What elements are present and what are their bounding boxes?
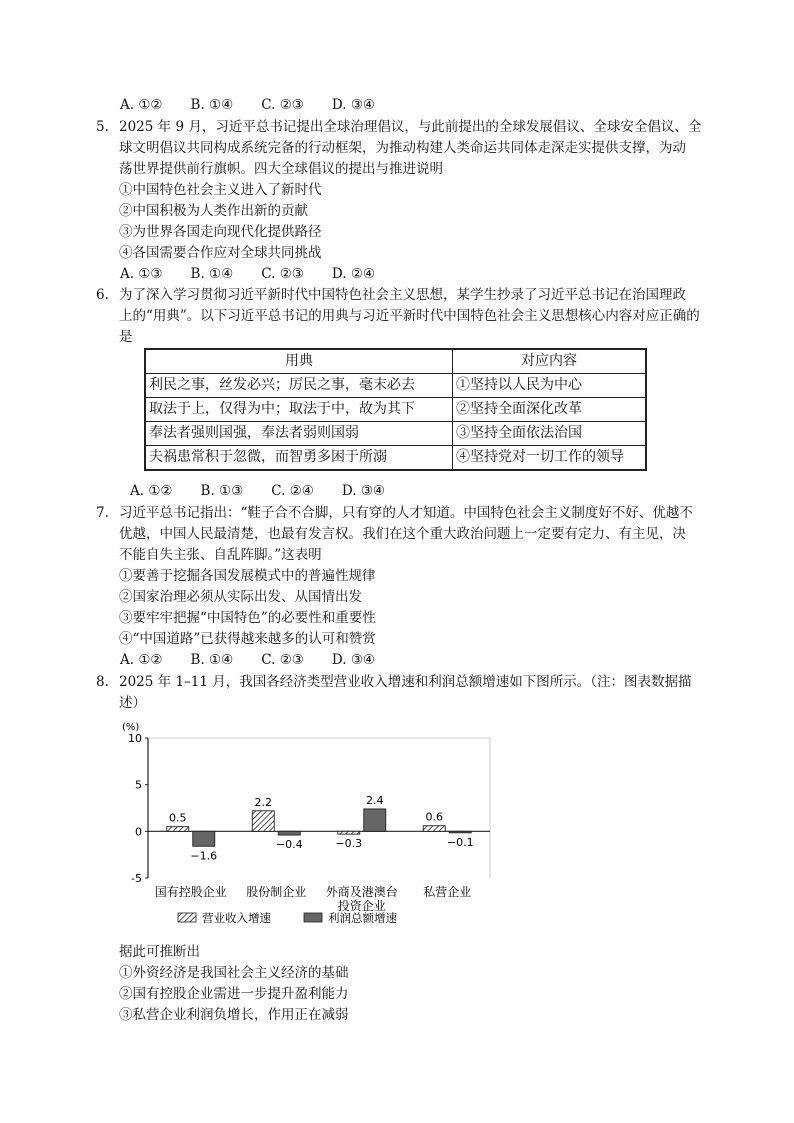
table-cell: ④坚持党对一切工作的领导 bbox=[453, 446, 647, 471]
table-cell: 奉法者强则国强，奉法者弱则国弱 bbox=[145, 422, 453, 446]
y-tick-label: 10 bbox=[128, 732, 142, 745]
growth-bar-chart bbox=[118, 716, 498, 936]
bar-data-label: 2.2 bbox=[254, 795, 272, 809]
bar-data-label: 2.4 bbox=[366, 793, 384, 807]
q5-stem-line: 2025 年 9 月，习近平总书记提出全球治理倡议，与此前提出的全球发展倡议、全球安全倡议、全 bbox=[119, 119, 702, 135]
q5-item: ①中国特色社会主义进入了新时代 bbox=[119, 182, 322, 198]
q5-option-c[interactable]: C. ②③ bbox=[261, 266, 304, 282]
revenue-growth-bar bbox=[423, 826, 445, 832]
q8-item: ③私营企业利润负增长，作用正在减弱 bbox=[119, 1007, 349, 1023]
q4-option-b[interactable]: B. ①④ bbox=[190, 97, 234, 113]
legend-label-revenue: 营业收入增速 bbox=[202, 911, 271, 925]
q8-stem-line: 述） bbox=[119, 695, 146, 711]
q5-item: ③为世界各国走向现代化提供路径 bbox=[119, 224, 322, 240]
table-row bbox=[145, 422, 646, 446]
q5-options bbox=[120, 264, 403, 285]
table-cell: 夫祸患常积于忽微，而智勇多困于所溺 bbox=[145, 446, 453, 471]
y-tick-label: -5 bbox=[131, 872, 142, 885]
bar-data-label: 0.5 bbox=[169, 811, 187, 825]
legend-swatch-revenue bbox=[178, 913, 196, 922]
q7-option-a[interactable]: A. ①② bbox=[120, 652, 163, 668]
bar-data-label: −0.3 bbox=[335, 837, 363, 851]
q7-stem-line: 习近平总书记指出：“鞋子合不合脚，只有穿的人才知道。中国特色社会主义制度好不好、优越不 bbox=[119, 505, 693, 521]
q6-option-c[interactable]: C. ②④ bbox=[271, 483, 314, 499]
table-cell: ②坚持全面深化改革 bbox=[453, 398, 647, 422]
q6-stem-line: 上的“用典”。以下习近平总书记的用典与习近平新时代中国特色社会主义思想核心内容对应正确的 bbox=[119, 308, 700, 324]
q6-option-a[interactable]: A. ①② bbox=[130, 483, 173, 499]
y-tick-label: 0 bbox=[135, 825, 142, 839]
q5-stem-line: 球文明倡议共同构成系统完备的行动框架，为推动构建人类命运共同体走深走实提供支撑，为动 bbox=[119, 140, 686, 156]
q7-stem-line: 不能自失主张、自乱阵脚。”这表明 bbox=[119, 547, 322, 563]
q7-item: ④“中国道路”已获得越来越多的认可和赞赏 bbox=[119, 631, 376, 647]
q6-number: 6. bbox=[96, 287, 109, 303]
profit-growth-bar bbox=[278, 831, 300, 835]
q6-stem-line: 为了深入学习贯彻习近平新时代中国特色社会主义思想，某学生抄录了习近平总书记在治国理政 bbox=[119, 287, 686, 303]
q8-stem bbox=[119, 672, 692, 714]
q6-allusion-table bbox=[144, 348, 647, 471]
q8-number: 8. bbox=[96, 674, 109, 690]
legend-label-profit: 利润总额增速 bbox=[328, 911, 397, 925]
revenue-growth-bar bbox=[252, 811, 274, 832]
y-axis-unit: (%) bbox=[122, 722, 140, 733]
q7-option-c[interactable]: C. ②③ bbox=[261, 652, 304, 668]
table-header-cell: 用典 bbox=[145, 349, 453, 374]
x-category-label: 外商及港澳台 bbox=[325, 885, 398, 899]
q4-option-d[interactable]: D. ③④ bbox=[331, 97, 376, 113]
q6-options bbox=[130, 481, 413, 502]
bar-data-label: −0.4 bbox=[275, 838, 303, 852]
x-category-label: 国有控股企业 bbox=[154, 885, 227, 899]
q4-options bbox=[120, 95, 403, 116]
q5-option-d[interactable]: D. ②④ bbox=[331, 266, 376, 282]
table-header-cell: 对应内容 bbox=[453, 349, 647, 374]
q5-stem bbox=[119, 117, 701, 264]
x-category-label: 投资企业 bbox=[337, 899, 386, 913]
q5-option-a[interactable]: A. ①③ bbox=[120, 266, 163, 282]
x-category-label: 股份制企业 bbox=[246, 885, 307, 899]
profit-growth-bar bbox=[449, 831, 471, 833]
profit-growth-bar bbox=[193, 831, 215, 846]
q8-stem-line: 2025 年 1–11 月，我国各经济类型营业收入增速和利润总额增速如下图所示。（注：图表数据描 bbox=[119, 674, 692, 690]
table-cell: 利民之事，丝发必兴；厉民之事，毫末必去 bbox=[145, 374, 453, 398]
q5-item: ②中国积极为人类作出新的贡献 bbox=[119, 203, 308, 219]
q4-option-c[interactable]: C. ②③ bbox=[261, 97, 304, 113]
q7-stem-line: 优越，中国人民最清楚，也最有发言权。我们在这个重大政治问题上一定要有定力、有主见，决 bbox=[119, 526, 686, 542]
table-cell: ③坚持全面依法治国 bbox=[453, 422, 647, 446]
table-row bbox=[145, 398, 646, 422]
table-row bbox=[145, 446, 646, 471]
q8-item: ①外资经济是我国社会主义经济的基础 bbox=[119, 965, 349, 981]
q6-option-b[interactable]: B. ①③ bbox=[200, 483, 244, 499]
q7-option-d[interactable]: D. ③④ bbox=[331, 652, 376, 668]
q7-option-b[interactable]: B. ①④ bbox=[190, 652, 234, 668]
table-row bbox=[145, 374, 646, 398]
q6-stem-line: 是 bbox=[119, 329, 133, 345]
q8-after bbox=[119, 942, 349, 1026]
q7-item: ③要牢牢把握“中国特色”的必要性和重要性 bbox=[119, 610, 376, 626]
table-cell: ①坚持以人民为中心 bbox=[453, 374, 647, 398]
q5-number: 5. bbox=[96, 119, 109, 135]
revenue-growth-bar bbox=[167, 827, 189, 832]
q8-lead: 据此可推断出 bbox=[119, 944, 200, 960]
bar-data-label: −1.6 bbox=[190, 849, 218, 863]
x-category-label: 私营企业 bbox=[423, 885, 472, 899]
revenue-growth-bar bbox=[338, 831, 360, 834]
bar-data-label: −0.1 bbox=[446, 835, 474, 849]
q5-stem-line: 荡世界提供前行旗帜。四大全球倡议的提出与推进说明 bbox=[119, 161, 443, 177]
y-tick-label: 5 bbox=[135, 778, 142, 792]
q7-item: ②国家治理必须从实际出发、从国情出发 bbox=[119, 589, 362, 605]
q7-item: ①要善于挖掘各国发展模式中的普遍性规律 bbox=[119, 568, 376, 584]
table-header-row bbox=[145, 349, 646, 374]
q7-options bbox=[120, 650, 403, 671]
q5-item: ④各国需要合作应对全球共同挑战 bbox=[119, 245, 322, 261]
q7-stem bbox=[119, 503, 693, 650]
q6-stem bbox=[119, 285, 700, 348]
q8-item: ②国有控股企业需进一步提升盈利能力 bbox=[119, 986, 349, 1002]
profit-growth-bar bbox=[364, 809, 386, 831]
q4-option-a[interactable]: A. ①② bbox=[120, 97, 163, 113]
q5-option-b[interactable]: B. ①④ bbox=[190, 266, 234, 282]
q6-option-d[interactable]: D. ③④ bbox=[341, 483, 386, 499]
table-cell: 取法于上，仅得为中；取法于中，故为其下 bbox=[145, 398, 453, 422]
bar-data-label: 0.6 bbox=[425, 810, 443, 824]
legend-swatch-profit bbox=[304, 913, 322, 922]
q7-number: 7. bbox=[96, 505, 109, 521]
